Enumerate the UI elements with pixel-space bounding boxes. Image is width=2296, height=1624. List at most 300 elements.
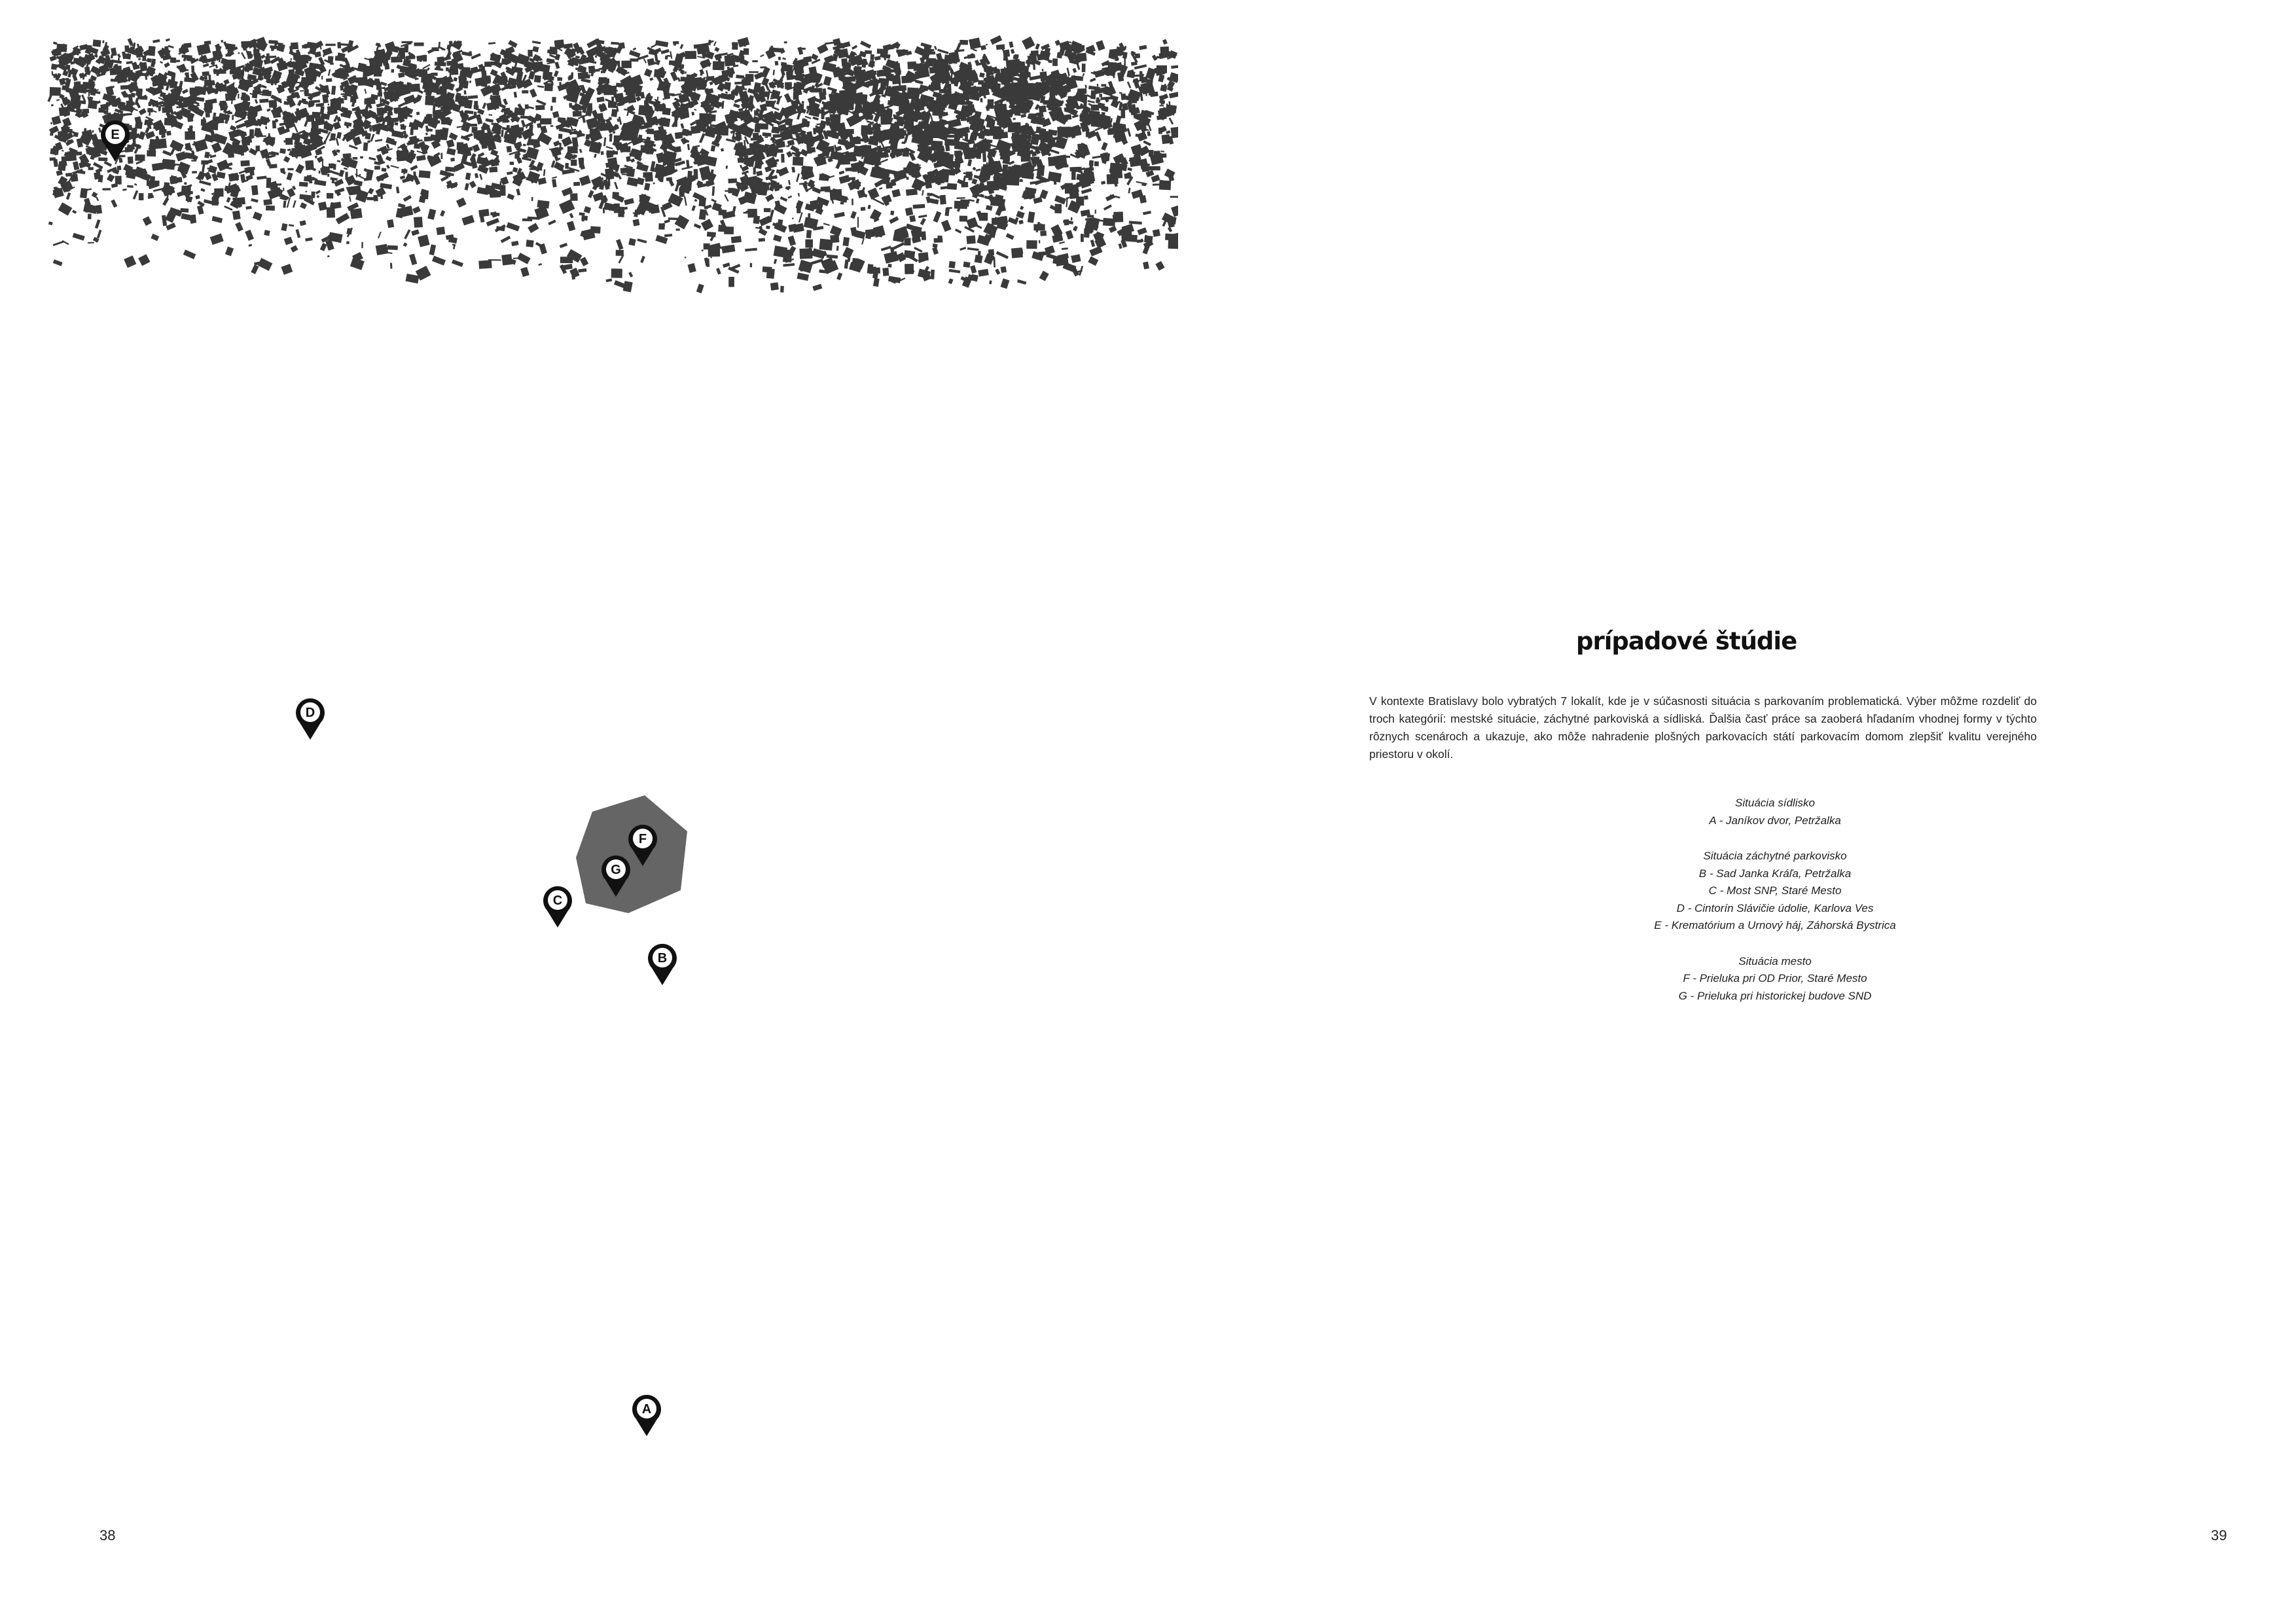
- building: [507, 171, 513, 175]
- building: [500, 177, 509, 185]
- building: [330, 133, 336, 140]
- map-pin-label: F: [638, 832, 647, 846]
- building: [701, 219, 713, 230]
- building: [932, 247, 939, 255]
- building: [786, 151, 793, 158]
- building: [336, 138, 339, 146]
- building: [465, 183, 469, 190]
- building: [600, 184, 603, 186]
- building: [740, 165, 742, 168]
- building: [51, 104, 54, 106]
- building: [1085, 84, 1086, 88]
- building: [1011, 49, 1014, 54]
- building: [948, 278, 954, 284]
- building: [892, 75, 901, 84]
- building: [386, 137, 395, 145]
- building: [382, 168, 387, 171]
- building: [808, 147, 816, 153]
- building: [200, 188, 205, 192]
- building: [257, 176, 266, 180]
- building: [398, 203, 406, 208]
- building: [1066, 198, 1067, 208]
- building: [170, 58, 176, 63]
- building: [306, 55, 310, 59]
- building: [812, 187, 821, 194]
- building: [449, 132, 458, 140]
- building: [868, 149, 876, 150]
- building: [754, 72, 764, 80]
- building: [247, 168, 249, 170]
- building: [1095, 209, 1096, 213]
- building: [879, 187, 882, 190]
- building: [716, 268, 721, 274]
- building: [213, 133, 227, 145]
- building: [514, 107, 525, 116]
- building: [107, 173, 115, 182]
- building: [162, 183, 175, 196]
- building: [1017, 280, 1026, 285]
- building: [325, 44, 336, 46]
- building: [109, 115, 116, 117]
- building: [620, 168, 629, 174]
- building: [1126, 234, 1138, 242]
- building: [750, 99, 753, 103]
- building: [891, 189, 901, 198]
- building: [614, 204, 620, 213]
- building: [872, 89, 883, 95]
- building: [209, 64, 215, 67]
- building: [356, 169, 357, 177]
- building: [954, 201, 967, 209]
- building: [601, 151, 604, 155]
- building: [881, 245, 891, 251]
- building: [138, 58, 141, 60]
- building: [146, 60, 148, 62]
- building: [694, 223, 701, 228]
- building: [1020, 206, 1024, 210]
- building: [416, 155, 425, 161]
- building: [1088, 100, 1095, 103]
- building: [1018, 220, 1024, 225]
- building: [1020, 249, 1023, 254]
- building: [196, 43, 211, 56]
- building: [152, 162, 164, 171]
- building: [128, 156, 134, 164]
- building: [874, 56, 881, 60]
- building: [517, 253, 531, 264]
- building: [897, 97, 906, 104]
- building: [907, 62, 916, 69]
- building: [249, 167, 255, 170]
- building: [982, 154, 986, 162]
- building: [775, 61, 779, 65]
- building: [745, 248, 757, 252]
- building: [262, 90, 272, 96]
- building: [350, 257, 365, 270]
- building: [929, 67, 939, 74]
- building: [721, 244, 735, 253]
- building: [1096, 40, 1105, 50]
- building: [538, 263, 542, 266]
- building: [195, 195, 200, 200]
- building: [409, 254, 417, 266]
- building: [130, 46, 135, 51]
- building: [361, 242, 363, 248]
- building: [852, 45, 857, 50]
- building: [986, 44, 988, 46]
- building: [596, 97, 604, 103]
- building: [348, 185, 361, 195]
- building: [211, 142, 222, 153]
- building: [956, 197, 965, 199]
- building: [1124, 58, 1126, 65]
- building: [653, 183, 655, 185]
- building: [201, 160, 208, 164]
- building: [122, 51, 126, 59]
- building: [590, 128, 599, 134]
- building: [970, 265, 977, 274]
- building: [511, 241, 519, 246]
- building: [801, 101, 804, 104]
- building: [603, 137, 606, 147]
- building: [736, 88, 747, 90]
- building: [532, 46, 539, 52]
- building: [1059, 242, 1065, 244]
- building: [617, 174, 622, 179]
- building: [56, 99, 60, 101]
- building: [1139, 45, 1147, 50]
- building: [662, 98, 664, 100]
- building: [1103, 204, 1112, 210]
- building: [53, 73, 58, 78]
- building: [305, 160, 314, 170]
- building: [553, 140, 560, 147]
- building: [73, 233, 85, 241]
- building: [873, 278, 880, 287]
- building: [986, 118, 996, 128]
- building: [166, 38, 170, 41]
- building: [393, 107, 401, 113]
- old-town-core: [576, 795, 687, 913]
- building: [72, 209, 77, 213]
- building: [681, 77, 685, 81]
- building: [616, 250, 624, 256]
- building: [194, 139, 208, 152]
- building: [1023, 191, 1035, 199]
- building: [1020, 114, 1026, 118]
- building: [476, 114, 483, 124]
- building: [465, 173, 471, 181]
- building: [931, 193, 941, 199]
- building: [559, 48, 563, 51]
- building: [681, 137, 688, 145]
- building: [614, 135, 620, 145]
- building: [482, 77, 486, 84]
- building: [906, 189, 918, 196]
- building: [406, 274, 420, 283]
- building: [293, 123, 298, 132]
- building: [1067, 98, 1079, 101]
- building: [595, 55, 597, 58]
- building: [130, 92, 135, 98]
- building: [320, 106, 325, 114]
- building: [1119, 92, 1122, 94]
- building: [223, 79, 229, 85]
- building: [436, 226, 445, 235]
- building: [404, 45, 408, 52]
- building: [184, 182, 187, 185]
- building: [130, 132, 137, 137]
- building: [535, 105, 545, 110]
- building: [762, 132, 772, 137]
- building: [1085, 221, 1096, 233]
- building: [202, 71, 209, 76]
- building: [548, 220, 556, 226]
- building: [913, 204, 925, 209]
- building: [759, 238, 765, 242]
- building: [499, 76, 507, 85]
- building: [192, 171, 197, 173]
- building: [967, 247, 979, 251]
- building: [643, 172, 649, 177]
- building: [291, 147, 302, 156]
- building: [315, 190, 321, 194]
- building: [788, 196, 793, 199]
- building: [933, 244, 938, 248]
- building: [296, 229, 301, 238]
- building: [1054, 181, 1056, 185]
- building: [88, 167, 94, 170]
- building: [1126, 71, 1135, 79]
- building: [206, 113, 210, 117]
- building: [514, 92, 517, 98]
- building: [554, 62, 560, 69]
- building: [819, 173, 827, 181]
- building: [162, 150, 172, 156]
- building: [660, 49, 669, 54]
- building: [98, 143, 103, 151]
- building: [1028, 211, 1035, 223]
- building: [721, 148, 724, 151]
- building: [633, 47, 637, 50]
- building: [300, 202, 307, 209]
- building: [384, 63, 389, 70]
- building: [1039, 170, 1043, 171]
- building: [582, 215, 584, 221]
- building: [869, 266, 876, 270]
- building: [728, 277, 734, 287]
- building: [649, 77, 653, 81]
- building: [226, 197, 231, 203]
- building: [122, 189, 127, 191]
- building: [1006, 233, 1014, 240]
- building: [978, 269, 989, 277]
- building: [158, 105, 161, 110]
- building: [637, 238, 647, 243]
- building: [650, 204, 660, 214]
- building: [995, 268, 1000, 274]
- building: [315, 156, 317, 158]
- building: [988, 169, 999, 173]
- building: [1050, 84, 1062, 92]
- building: [442, 48, 444, 50]
- building: [967, 54, 975, 58]
- building: [664, 234, 672, 237]
- building: [872, 273, 878, 279]
- building: [711, 145, 716, 152]
- building: [186, 56, 195, 62]
- building: [1066, 105, 1074, 113]
- case-item: B - Sad Janka Kráľa, Petržalka: [1698, 867, 1852, 880]
- building: [104, 161, 112, 167]
- building: [1057, 52, 1063, 59]
- building: [513, 257, 518, 259]
- building: [711, 198, 717, 202]
- building: [283, 156, 291, 162]
- building: [793, 92, 799, 100]
- building: [81, 94, 86, 101]
- building: [764, 136, 768, 137]
- building: [92, 39, 101, 46]
- building: [391, 117, 399, 122]
- building: [205, 98, 217, 105]
- building: [84, 58, 89, 62]
- building: [820, 161, 823, 165]
- building: [124, 45, 129, 52]
- building: [387, 245, 398, 250]
- building: [1138, 227, 1147, 235]
- building: [398, 72, 404, 78]
- building: [800, 269, 804, 271]
- building: [299, 134, 303, 137]
- building: [605, 168, 614, 179]
- building: [691, 206, 696, 211]
- building: [889, 216, 899, 224]
- building: [822, 101, 824, 105]
- building: [960, 215, 967, 221]
- building: [567, 221, 575, 231]
- building: [699, 209, 707, 220]
- building: [110, 68, 119, 75]
- building: [647, 58, 655, 66]
- building: [344, 96, 348, 100]
- building: [713, 41, 717, 46]
- building: [329, 170, 340, 175]
- building: [1077, 143, 1085, 150]
- building: [697, 152, 708, 154]
- building: [633, 219, 640, 226]
- building: [232, 151, 234, 154]
- building: [230, 70, 236, 74]
- building: [694, 169, 698, 179]
- building: [213, 113, 216, 117]
- building: [139, 108, 147, 115]
- building: [702, 249, 704, 251]
- building: [782, 58, 786, 60]
- building: [630, 158, 635, 163]
- building: [1052, 58, 1058, 66]
- building: [687, 144, 690, 151]
- building: [785, 82, 792, 89]
- building: [305, 237, 313, 241]
- building: [752, 183, 764, 192]
- building: [759, 228, 768, 236]
- building: [58, 202, 73, 215]
- building: [738, 142, 743, 149]
- building: [717, 102, 723, 107]
- building: [520, 267, 529, 277]
- building: [329, 164, 334, 169]
- case-group: [1513, 848, 2037, 935]
- building: [481, 66, 486, 76]
- building: [579, 212, 585, 215]
- building: [327, 255, 330, 257]
- building: [67, 151, 77, 161]
- building: [1101, 142, 1107, 151]
- building: [939, 195, 946, 205]
- building: [581, 78, 590, 83]
- building: [1082, 73, 1085, 77]
- building: [127, 185, 134, 188]
- building: [528, 50, 532, 57]
- building: [754, 111, 759, 116]
- building: [680, 59, 682, 65]
- building: [1103, 153, 1110, 161]
- building: [225, 246, 234, 256]
- building: [614, 182, 618, 190]
- map-pin-icon: [543, 886, 572, 928]
- building: [472, 144, 480, 153]
- building: [340, 43, 349, 46]
- building: [781, 62, 787, 67]
- building: [291, 245, 298, 252]
- building: [175, 151, 187, 162]
- building: [1087, 215, 1094, 217]
- building: [378, 232, 382, 239]
- building: [346, 228, 352, 234]
- building: [168, 45, 174, 48]
- building: [572, 137, 579, 147]
- building: [753, 133, 759, 140]
- building: [870, 54, 874, 60]
- building: [1001, 278, 1010, 289]
- building: [611, 268, 622, 278]
- building: [552, 176, 557, 179]
- building: [584, 60, 588, 63]
- building: [836, 272, 842, 280]
- building: [202, 164, 205, 173]
- building: [279, 148, 286, 154]
- building: [908, 151, 916, 161]
- building: [353, 157, 357, 160]
- building: [52, 71, 54, 76]
- building: [1035, 132, 1043, 134]
- building: [176, 106, 179, 108]
- building: [450, 158, 455, 162]
- building: [905, 208, 914, 216]
- building: [550, 125, 553, 127]
- building: [930, 116, 933, 122]
- building: [401, 41, 412, 43]
- building: [510, 162, 514, 165]
- building: [550, 106, 552, 111]
- building: [145, 76, 147, 80]
- building: [808, 213, 810, 219]
- building: [604, 85, 610, 89]
- building: [560, 147, 564, 150]
- building: [812, 88, 822, 92]
- building: [532, 41, 541, 44]
